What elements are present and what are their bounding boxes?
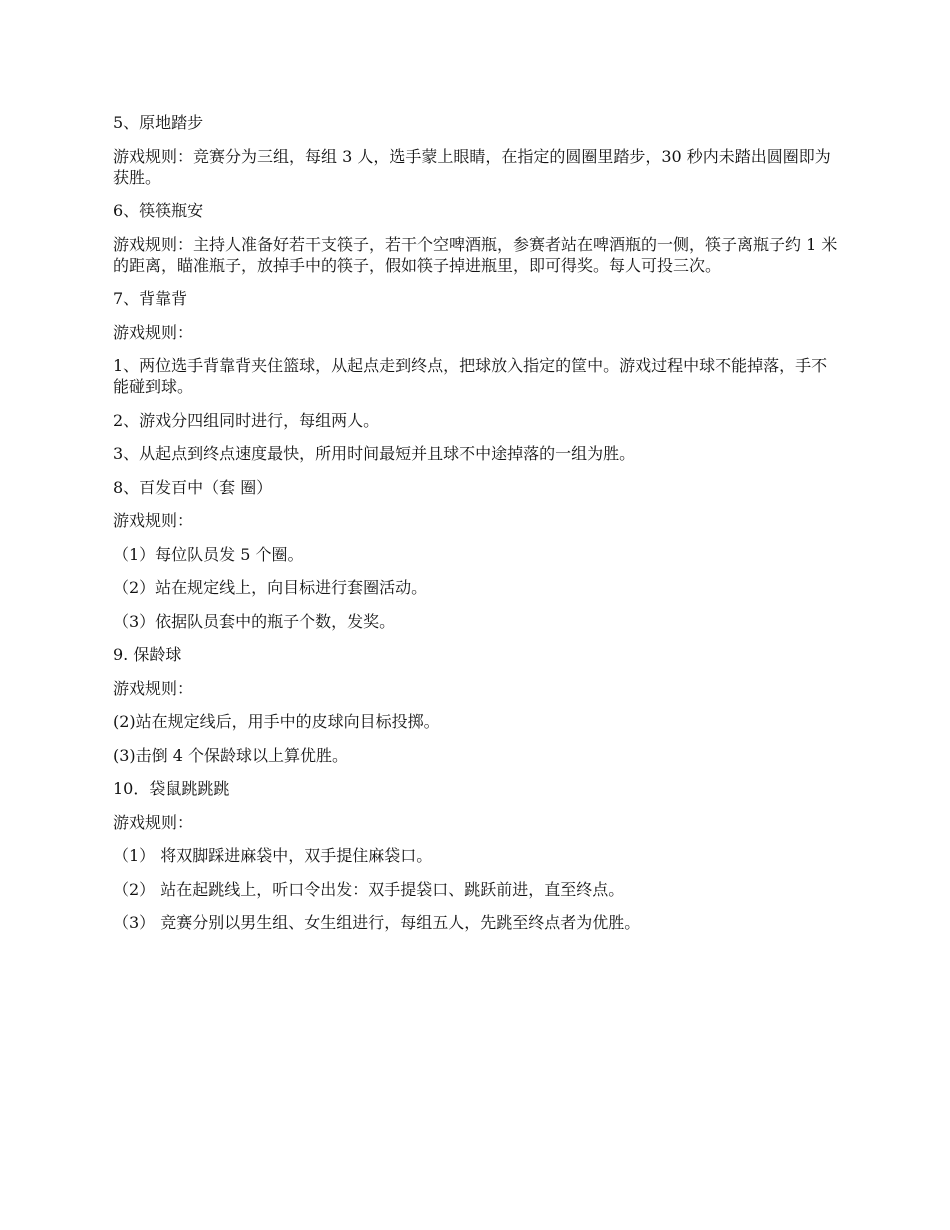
- rule-paragraph: 游戏规则：主持人准备好若干支筷子，若干个空啤酒瓶，参赛者站在啤酒瓶的一侧，筷子离瓶子约 1 米的距离，瞄准瓶子，放掉手中的筷子，假如筷子掉进瓶里，即可得奖。每人可投三次。: [113, 234, 838, 275]
- rule-item: (2)站在规定线后，用手中的皮球向目标投掷。: [113, 712, 440, 731]
- heading-7: 7、背靠背: [113, 289, 188, 308]
- rule-item: （1） 将双脚踩进麻袋中，双手提住麻袋口。: [113, 846, 433, 865]
- heading-5: 5、原地踏步: [113, 113, 204, 132]
- rule-item: （3）依据队员套中的瓶子个数，发奖。: [113, 611, 396, 631]
- heading-6: 6、筷筷瓶安: [113, 201, 204, 220]
- rule-label: 游戏规则：: [113, 322, 194, 342]
- rule-item: 2、游戏分四组同时进行，每组两人。: [113, 410, 380, 430]
- rule-item: （2） 站在起跳线上，听口令出发：双手提袋口、跳跃前进，直至终点。: [113, 879, 625, 899]
- heading-10: 10．袋鼠跳跳跳: [113, 779, 230, 798]
- rule-item: 3、从起点到终点速度最快，所用时间最短并且球不中途掉落的一组为胜。: [113, 444, 636, 463]
- rule-label: 游戏规则：: [113, 678, 194, 698]
- rule-label: 游戏规则：: [113, 511, 194, 530]
- rule-item: （2）站在规定线上，向目标进行套圈活动。: [113, 578, 428, 597]
- rule-label: 游戏规则：: [113, 812, 194, 832]
- rule-item: （1）每位队员发 5 个圈。: [113, 544, 304, 564]
- rule-paragraph: 游戏规则：竞赛分为三组，每组 3 人，选手蒙上眼睛，在指定的圆圈里踏步，30 秒内未踏出圆圈即为获胜。: [113, 146, 831, 187]
- document-body: [113, 112, 843, 946]
- heading-9: 9. 保龄球: [113, 645, 182, 664]
- heading-8: 8、百发百中（套 圈）: [113, 477, 273, 497]
- rule-item: 1、两位选手背靠背夹住篮球，从起点走到终点，把球放入指定的筐中。游戏过程中球不能掉落，手不能碰到球。: [113, 356, 828, 396]
- rule-item: （3） 竞赛分别以男生组、女生组进行，每组五人，先跳至终点者为优胜。: [113, 913, 641, 932]
- rule-item: (3)击倒 4 个保龄球以上算优胜。: [113, 745, 349, 765]
